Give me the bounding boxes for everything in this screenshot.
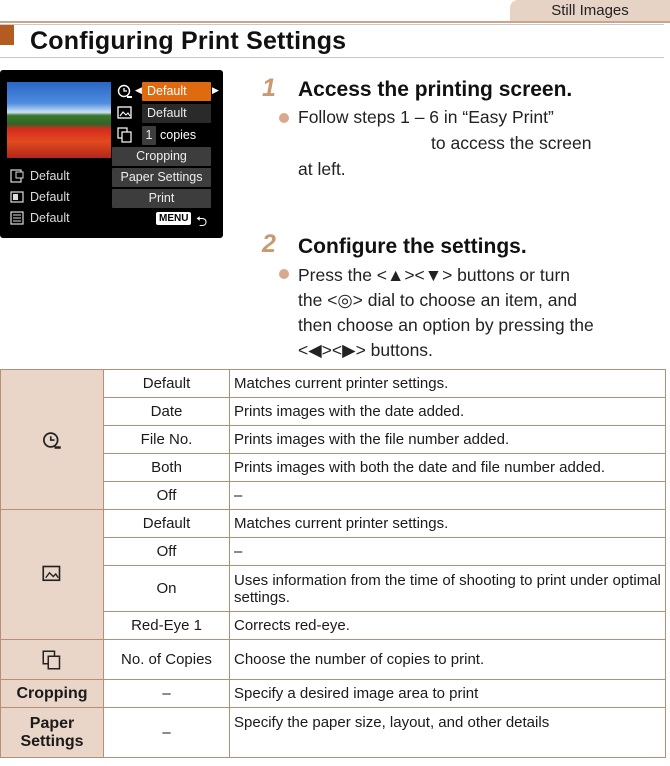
- print-button[interactable]: Print: [112, 189, 211, 208]
- step-2-bullet: [279, 269, 289, 279]
- option-cell: On: [104, 566, 230, 612]
- description-cell: Prints images with the date added.: [230, 398, 666, 426]
- option-cell: Off: [104, 538, 230, 566]
- step-1-title: Access the printing screen.: [298, 78, 573, 101]
- option-cell: –: [104, 708, 230, 758]
- date-category-cell: [1, 370, 104, 510]
- paper-size-icon: [10, 169, 24, 183]
- option-cell: No. of Copies: [104, 640, 230, 680]
- copies-value[interactable]: 1: [142, 126, 156, 145]
- option-cell: –: [104, 680, 230, 708]
- copies-setting-row: [116, 127, 134, 143]
- left-arrow-icon: ◀: [135, 85, 142, 95]
- option-cell: Red-Eye 1: [104, 612, 230, 640]
- copies-category-cell: [1, 640, 104, 680]
- menu-button-badge: MENU: [156, 212, 191, 225]
- option-cell: File No.: [104, 426, 230, 454]
- step-2-line-1: Press the <▲><▼> buttons or turn: [298, 265, 571, 285]
- date-clock-icon: [116, 83, 134, 99]
- step-1-bullet: [279, 113, 289, 123]
- option-cell: Off: [104, 482, 230, 510]
- description-cell: Specify a desired image area to print: [230, 680, 666, 708]
- camera-screen: [0, 70, 223, 238]
- paper-size-item: [10, 169, 70, 183]
- description-cell: –: [230, 482, 666, 510]
- table-row: [1, 370, 666, 398]
- date-option-selected[interactable]: Default: [142, 82, 211, 101]
- option-cell: Default: [104, 510, 230, 538]
- image-optimize-icon: [116, 105, 134, 121]
- paper-type-item: [10, 190, 70, 204]
- section-tab: Still Images: [510, 0, 670, 22]
- right-arrow-icon: ▶: [212, 85, 219, 95]
- copies-icon: [42, 651, 62, 668]
- copies-icon: [116, 127, 134, 143]
- description-cell: Uses information from the time of shooting to print under optimal settings.: [230, 566, 666, 612]
- description-cell: Choose the number of copies to print.: [230, 640, 666, 680]
- description-cell: Prints images with the file number added.: [230, 426, 666, 454]
- cropping-button[interactable]: Cropping: [112, 147, 211, 166]
- description-cell: Corrects red-eye.: [230, 612, 666, 640]
- date-clock-icon: [42, 431, 62, 448]
- title-bar: [0, 24, 664, 58]
- date-setting-row: [116, 83, 134, 99]
- title-accent: [0, 25, 14, 45]
- image-setting-row: [116, 105, 134, 121]
- image-category-cell: [1, 510, 104, 640]
- step-2-number: 2: [262, 230, 276, 258]
- header-rule: [0, 21, 670, 23]
- step-2-line-3: then choose an option by pressing the: [298, 315, 594, 335]
- step-2-line-4: <◀><▶> buttons.: [298, 340, 433, 360]
- layout-icon: [10, 211, 24, 225]
- step-1-line-2: to access the screen: [431, 133, 592, 153]
- cropping-category-cell: Cropping: [1, 680, 104, 708]
- table-row: [1, 510, 666, 538]
- preview-photo: [7, 82, 111, 158]
- step-2-title: Configure the settings.: [298, 235, 527, 258]
- step-1-line-1: Follow steps 1 – 6 in “Easy Print”: [298, 107, 554, 127]
- paper-type-icon: [10, 190, 24, 204]
- table-row: [1, 640, 666, 680]
- step-2-line-2: the <◎> dial to choose an item, and: [298, 290, 577, 310]
- paper-settings-category-cell: Paper Settings: [1, 708, 104, 758]
- description-cell: Matches current printer settings.: [230, 370, 666, 398]
- page-title: Configuring Print Settings: [30, 27, 347, 55]
- table-row: [1, 708, 666, 758]
- step-1-line-3: at left.: [298, 159, 346, 179]
- option-cell: Both: [104, 454, 230, 482]
- paper-settings-button[interactable]: Paper Settings: [112, 168, 211, 187]
- table-row: [1, 680, 666, 708]
- description-cell: Prints images with both the date and file number added.: [230, 454, 666, 482]
- step-1-number: 1: [262, 74, 276, 102]
- description-cell: –: [230, 538, 666, 566]
- layout-value: Default: [30, 211, 70, 225]
- option-cell: Date: [104, 398, 230, 426]
- description-cell: Specify the paper size, layout, and other details: [230, 708, 666, 758]
- option-cell: Default: [104, 370, 230, 398]
- settings-table: [0, 369, 666, 758]
- return-icon: ⮌: [196, 213, 208, 229]
- image-option[interactable]: Default: [142, 104, 211, 123]
- layout-item: [10, 211, 70, 225]
- paper-type-value: Default: [30, 190, 70, 204]
- paper-size-value: Default: [30, 169, 70, 183]
- description-cell: Matches current printer settings.: [230, 510, 666, 538]
- image-optimize-icon: [42, 566, 62, 583]
- copies-label: copies: [160, 128, 197, 142]
